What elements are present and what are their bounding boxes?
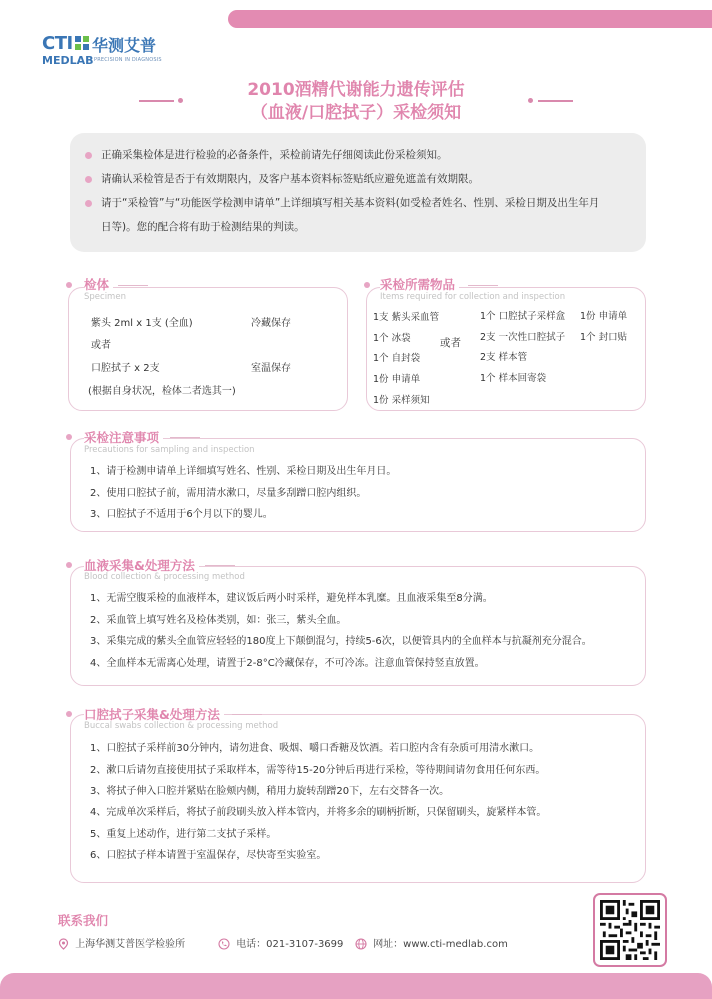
blood-title: 血液采集&处理方法 — [84, 556, 199, 574]
section-dot-icon — [66, 434, 72, 440]
buccal-title: 口腔拭子采集&处理方法 — [84, 705, 224, 723]
section-title-underline — [170, 437, 200, 438]
section-dot-icon — [66, 711, 72, 717]
contact-phone — [218, 935, 343, 950]
buccal-item: 6、口腔拭子样本请置于室温保存，尽快寄至实验室。 — [90, 850, 327, 861]
logo-tagline: PRECISION IN DIAGNOSIS — [94, 57, 162, 63]
bottom-decorative-band — [0, 973, 712, 999]
specimen-title: 检体 — [84, 275, 113, 293]
specimen-title-en: Specimen — [84, 292, 126, 302]
logo-brand-line2: MEDLAB — [42, 54, 94, 67]
items-required-title: 采检所需物品 — [380, 275, 459, 293]
items-col2-item: 1个 样本回寄袋 — [480, 373, 547, 384]
items-or: 或者 — [440, 337, 461, 349]
logo-grid-icon — [75, 36, 89, 50]
phone-icon — [218, 938, 230, 950]
precaution-item: 1、请于检测申请单上详细填写姓名、性别、采检日期及出生年月日。 — [90, 466, 397, 477]
bullet-dot-icon — [85, 200, 92, 207]
bullet-dot-icon — [85, 152, 92, 159]
intro-item-continued: 日等)。您的配合将有助于检测结果的判读。 — [101, 221, 305, 233]
items-col2-item: 2支 一次性口腔拭子 — [480, 332, 566, 343]
section-title-underline — [468, 285, 498, 286]
buccal-item: 2、漱口后请勿直接使用拭子采取样本，需等待15-20分钟后再进行采检，等待期间请勿食用任何东西。 — [90, 765, 546, 776]
buccal-item: 5、重复上述动作，进行第二支拭子采样。 — [90, 829, 277, 840]
buccal-item: 1、口腔拭子采样前30分钟内，请勿进食、吸烟、嚼口香糖及饮酒。若口腔内含有杂质可用清水漱口。 — [90, 743, 540, 754]
blood-item: 3、采集完成的紫头全血管应轻轻的180度上下颠倒混匀，持续5-6次，以便管具内的全血样本与抗凝剂充分混合。 — [90, 636, 592, 647]
contact-address — [58, 935, 185, 950]
contact-address-text: 上海华测艾普医学检验所 — [75, 939, 186, 950]
section-title-underline — [232, 714, 262, 715]
precautions-title-en: Precautions for sampling and inspection — [84, 445, 255, 455]
contact-phone-text: 电话：021-3107-3699 — [236, 939, 344, 950]
specimen-row2-right: 室温保存 — [251, 363, 291, 374]
blood-title-en: Blood collection & processing method — [84, 572, 245, 582]
top-decorative-band — [228, 10, 712, 28]
page-title-line2: （血液/口腔拭子）采检须知 — [250, 103, 462, 123]
precaution-item: 3、口腔拭子不适用于6个月以下的婴儿。 — [90, 509, 273, 520]
contact-website-text[interactable]: 网址：www.cti-medlab.com — [373, 939, 508, 950]
specimen-or: 或者 — [91, 340, 111, 351]
contact-website[interactable] — [355, 935, 508, 950]
blood-item: 2、采血管上填写姓名及检体类别，如：张三，紫头全血。 — [90, 615, 347, 626]
buccal-item: 4、完成单次采样后，将拭子前段刷头放入样本管内，并将多余的刷柄折断，只保留刷头，旋紧样本管。 — [90, 807, 547, 818]
blood-item: 4、全血样本无需离心处理，请置于2-8°C冷藏保存，不可冷冻。注意血管保持竖直放置。 — [90, 658, 485, 669]
location-pin-icon — [58, 938, 69, 950]
bullet-dot-icon — [85, 176, 92, 183]
precautions-title: 采检注意事项 — [84, 428, 163, 446]
items-col2-item: 2支 样本管 — [480, 352, 528, 363]
items-required-title-en: Items required for collection and inspection — [380, 292, 566, 302]
specimen-row1-right: 冷藏保存 — [251, 318, 291, 329]
logo-brand-cn: 华测艾普 — [92, 36, 157, 55]
items-col1-item: 1份 采样须知 — [373, 395, 430, 406]
items-col3-item: 1份 申请单 — [580, 311, 628, 322]
page-title-line1: 2010酒精代谢能力遗传评估 — [247, 80, 465, 100]
precaution-item: 2、使用口腔拭子前，需用清水漱口，尽量多刮蹭口腔内组织。 — [90, 488, 367, 499]
items-col1-item: 1支 紫头采血管 — [373, 312, 440, 323]
intro-item: 正确采集检体是进行检验的必备条件，采检前请先仔细阅读此份采检须知。 — [86, 144, 641, 167]
buccal-title-en: Buccal swabs collection & processing method — [84, 721, 279, 731]
qr-code-frame — [593, 893, 667, 967]
section-dot-icon — [66, 562, 72, 568]
intro-notice-box — [70, 133, 646, 252]
buccal-item: 3、将拭子伸入口腔并紧贴在脸颊内侧，稍用力旋转刮蹭20下，左右交替各一次。 — [90, 786, 450, 797]
items-col1-item: 1份 申请单 — [373, 374, 421, 385]
section-title-underline — [205, 565, 235, 566]
company-logo — [42, 33, 202, 71]
items-col1-item: 1个 自封袋 — [373, 353, 421, 364]
items-col2-item: 1个 口腔拭子采样盒 — [480, 311, 566, 322]
qr-code-icon — [600, 900, 660, 960]
intro-item: 请于“采检管”与“功能医学检测申请单”上详细填写相关基本资料(如受检者姓名、性别、采检日期及出生年月 — [86, 192, 641, 215]
specimen-row2-left: 口腔拭子 x 2支 — [91, 363, 160, 374]
blood-item: 1、无需空腹采检的血液样本，建议饭后两小时采样，避免样本乳糜。且血液采集至8分满。 — [90, 593, 493, 604]
specimen-note: (根据自身状况，检体二者选其一) — [88, 386, 236, 397]
intro-item: 请确认采检管是否于有效期限内，及客户基本资料标签贴纸应避免遮盖有效期限。 — [86, 168, 641, 191]
section-title-underline — [118, 285, 148, 286]
contact-title: 联系我们 — [58, 913, 109, 928]
section-dot-icon — [364, 282, 370, 288]
globe-icon — [355, 938, 367, 950]
specimen-row1-left: 紫头 2ml x 1支 (全血) — [91, 318, 193, 329]
section-dot-icon — [66, 282, 72, 288]
items-col3-item: 1个 封口贴 — [580, 332, 628, 343]
logo-brand-short: CTI — [42, 33, 73, 54]
items-col1-item: 1个 冰袋 — [373, 333, 411, 344]
